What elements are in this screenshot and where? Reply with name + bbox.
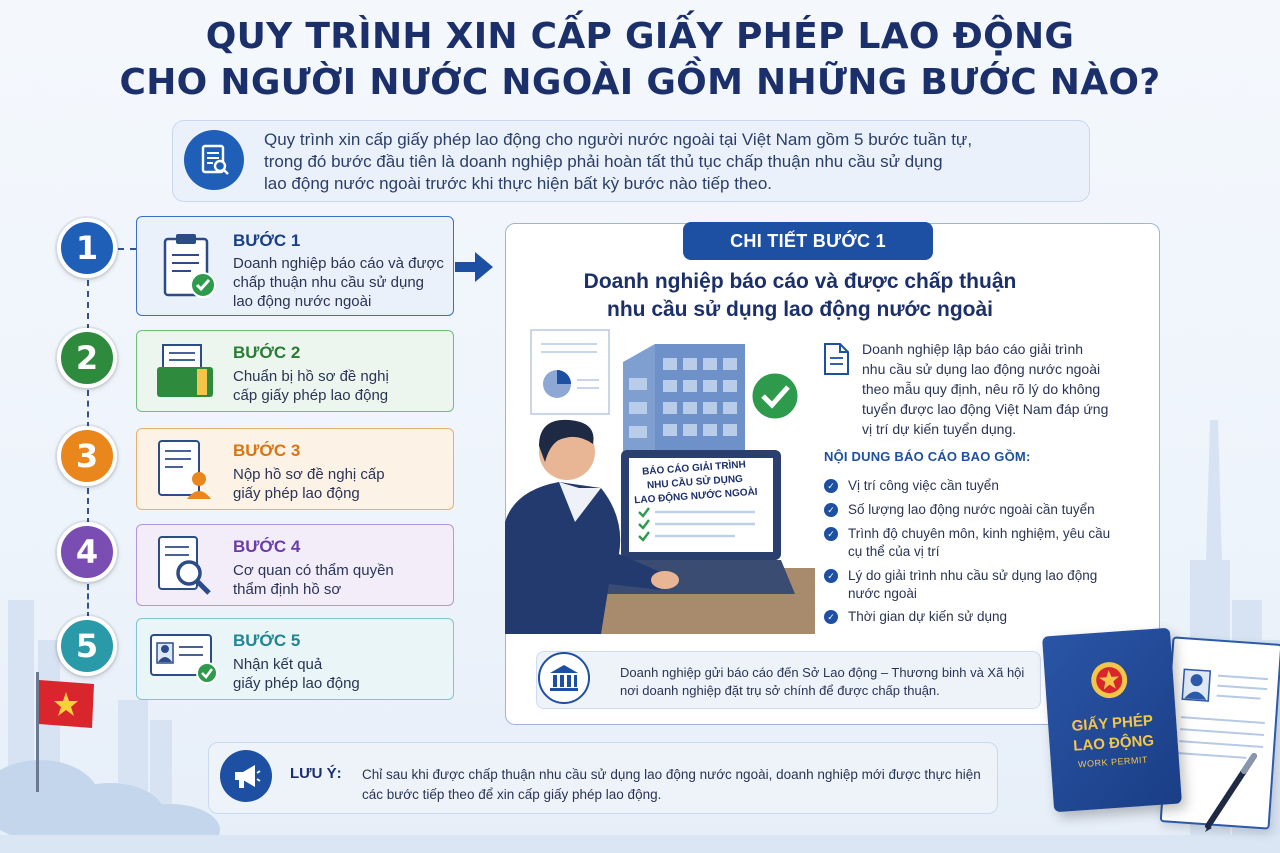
- note-label: LƯU Ý:: [290, 765, 342, 782]
- bullet-line: Thời gian dự kiến sử dụng: [848, 609, 1008, 624]
- step-4-number: 4: [57, 522, 117, 582]
- step-desc-line: lao động nước ngoài: [233, 293, 372, 310]
- report-content-heading: NỘI DUNG BÁO CÁO BAO GỒM:: [824, 449, 1031, 464]
- laptop-screen-line: NHU CẦU SỬ DỤNG: [646, 473, 744, 492]
- title-line-2: CHO NGƯỜI NƯỚC NGOÀI GỒM NHỮNG BƯỚC NÀO?: [119, 62, 1161, 103]
- step-desc-line: thẩm định hồ sơ: [233, 581, 342, 598]
- arrow-right-icon: [455, 252, 495, 282]
- step-3-label: BƯỚC 3: [233, 441, 301, 460]
- step-5-label: BƯỚC 5: [233, 631, 301, 650]
- step-2-card[interactable]: [136, 330, 454, 412]
- page-title: [0, 14, 1280, 106]
- step-1-number: 1: [57, 218, 117, 278]
- step-2-number: 2: [57, 328, 117, 388]
- detail-description-line: Doanh nghiệp lập báo cáo giải trình: [862, 341, 1084, 357]
- detail-description-line: vị trí dự kiến tuyển dụng.: [862, 421, 1017, 437]
- step-desc-line: Doanh nghiệp báo cáo và được: [233, 255, 444, 272]
- submission-info-line: Doanh nghiệp gửi báo cáo đến Sở Lao động – Thương binh và Xã hội: [620, 665, 1025, 680]
- step-1-description: [233, 254, 451, 311]
- step-1-label: BƯỚC 1: [233, 231, 301, 250]
- step-desc-line: Nộp hồ sơ đề nghị cấp: [233, 466, 385, 483]
- step-2-description: [233, 367, 451, 405]
- detail-description: [862, 339, 1132, 439]
- step-desc-line: giấy phép lao động: [233, 485, 360, 502]
- step-desc-line: Nhận kết quả: [233, 656, 323, 673]
- vietnam-flag-icon: [30, 672, 100, 792]
- check-circle-icon: ✓: [824, 479, 838, 493]
- step-4-description: [233, 561, 451, 599]
- bullet-line: cụ thể của vị trí: [848, 544, 940, 559]
- note-line: các bước tiếp theo để xin cấp giấy phép lao động.: [362, 787, 662, 802]
- step-3-description: [233, 465, 451, 503]
- intro-line: trong đó bước đầu tiên là doanh nghiệp phải hoàn tất thủ tục chấp thuận nhu cầu sử dụng: [264, 152, 943, 171]
- bullet-line: Số lượng lao động nước ngoài cần tuyển: [848, 502, 1095, 517]
- intro-text: [264, 129, 1074, 195]
- step-connector: [87, 280, 89, 330]
- step-connector: [87, 390, 89, 428]
- step-desc-line: Chuẩn bị hồ sơ đề nghị: [233, 368, 389, 385]
- step-desc-line: giấy phép lao động: [233, 675, 360, 692]
- government-building-icon: [538, 652, 590, 704]
- magnifier-document-icon: [155, 535, 215, 597]
- laptop-screen-line: LAO ĐỘNG NƯỚC NGOÀI: [633, 486, 758, 507]
- submission-info-line: nơi doanh nghiệp đặt trụ sở chính để được chấp thuận.: [620, 683, 940, 698]
- permit-subtitle: WORK PERMIT: [1077, 754, 1149, 770]
- step-desc-line: Cơ quan có thẩm quyền: [233, 562, 394, 579]
- laptop-screen-line: BÁO CÁO GIẢI TRÌNH: [641, 459, 747, 478]
- permit-title-line: LAO ĐỘNG: [1072, 732, 1155, 755]
- step-desc-line: chấp thuận nhu cầu sử dụng: [233, 274, 425, 291]
- megaphone-icon: [220, 750, 272, 802]
- bullet-line: Trình độ chuyên môn, kinh nghiệm, yêu cầu: [848, 526, 1111, 541]
- note-text: [362, 765, 982, 805]
- step-connector: [118, 248, 136, 250]
- check-circle-icon: ✓: [824, 610, 838, 624]
- detail-description-line: theo mẫu quy định, nêu rõ lý do không: [862, 381, 1101, 397]
- pen-icon: [1200, 752, 1260, 832]
- step-3-card[interactable]: [136, 428, 454, 510]
- detail-tab: CHI TIẾT BƯỚC 1: [683, 222, 933, 260]
- bullet-line: Lý do giải trình nhu cầu sử dụng lao động: [848, 568, 1098, 583]
- step-2-label: BƯỚC 2: [233, 343, 301, 362]
- detail-description-line: tuyển được lao động Việt Nam đáp ứng: [862, 401, 1109, 417]
- permit-title-line: GIẤY PHÉP: [1071, 712, 1154, 735]
- clipboard-check-icon: [159, 231, 219, 301]
- document-search-icon: [184, 130, 244, 190]
- intro-line: lao động nước ngoài trước khi thực hiện bất kỳ bước nào tiếp theo.: [264, 174, 773, 193]
- id-card-check-icon: [149, 633, 219, 685]
- title-line-1: QUY TRÌNH XIN CẤP GIẤY PHÉP LAO ĐỘNG: [205, 16, 1075, 57]
- national-emblem-icon: [1088, 659, 1131, 702]
- detail-title: [520, 268, 1080, 324]
- bullet-line: nước ngoài: [848, 586, 917, 601]
- step-5-description: [233, 655, 451, 693]
- step-5-number: 5: [57, 616, 117, 676]
- check-circle-icon: ✓: [824, 503, 838, 517]
- permit-title: [1057, 710, 1170, 758]
- step-connector: [87, 488, 89, 524]
- step-4-label: BƯỚC 4: [233, 537, 301, 556]
- note-line: Chỉ sau khi được chấp thuận nhu cầu sử dụng lao động nước ngoài, doanh nghiệp mới được thực hiện: [362, 767, 981, 782]
- step-3-number: 3: [57, 426, 117, 486]
- step-desc-line: cấp giấy phép lao động: [233, 387, 389, 404]
- folder-icon: [155, 343, 215, 399]
- bullet-line: Vị trí công việc cần tuyển: [848, 478, 999, 493]
- detail-title-line: nhu cầu sử dụng lao động nước ngoài: [607, 298, 993, 321]
- step-1-card[interactable]: [136, 216, 454, 316]
- submission-info-text: [620, 664, 1035, 700]
- detail-title-line: Doanh nghiệp báo cáo và được chấp thuận: [583, 270, 1017, 293]
- step-5-card[interactable]: [136, 618, 454, 700]
- step-connector: [87, 584, 89, 618]
- check-circle-icon: ✓: [824, 569, 838, 583]
- intro-line: Quy trình xin cấp giấy phép lao động cho người nước ngoài tại Việt Nam gồm 5 bước tuần tự,: [264, 130, 973, 149]
- detail-description-line: nhu cầu sử dụng lao động nước ngoài: [862, 361, 1101, 377]
- document-person-icon: [155, 439, 215, 501]
- document-icon: [822, 342, 852, 376]
- step-4-card[interactable]: [136, 524, 454, 606]
- check-circle-icon: ✓: [824, 527, 838, 541]
